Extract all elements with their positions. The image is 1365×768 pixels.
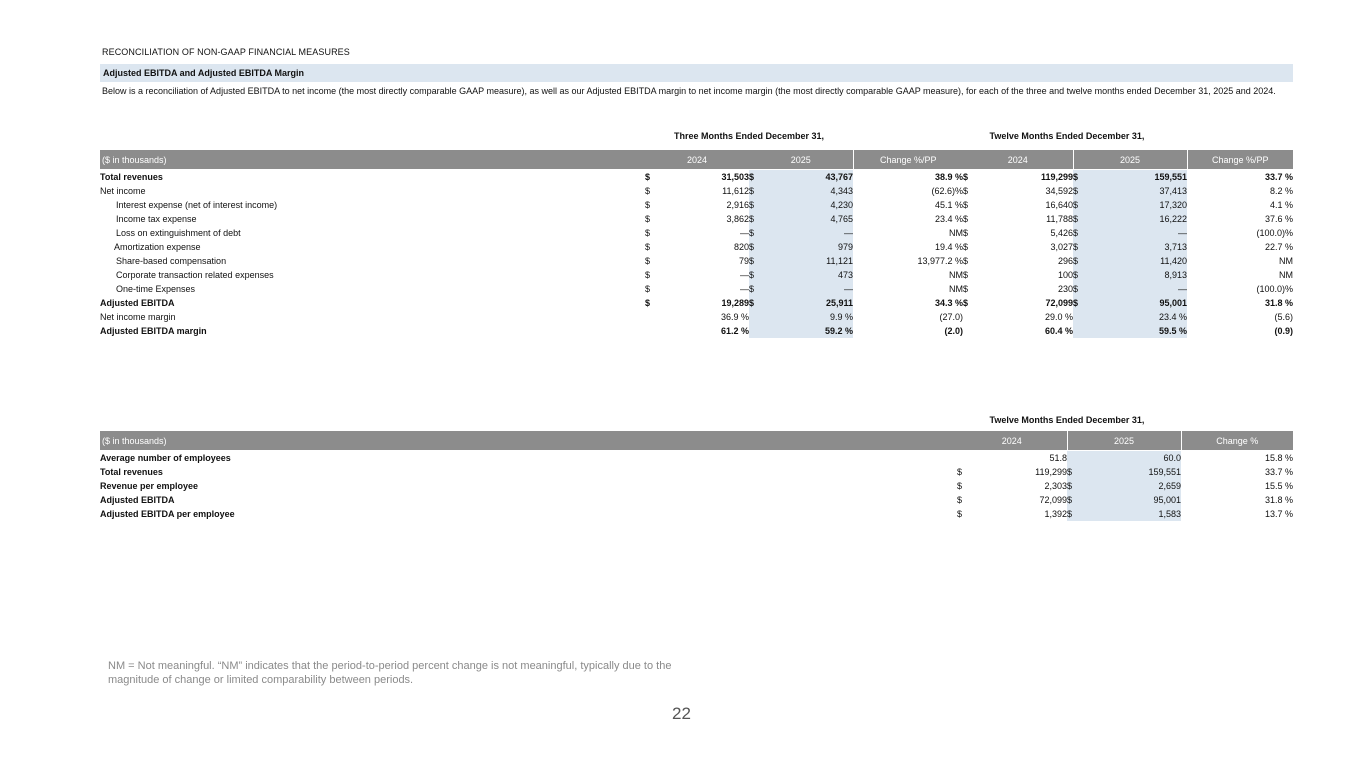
currency-symbol: $ — [749, 198, 775, 212]
value-y2024: 5,426 — [1050, 228, 1073, 238]
currency-symbol: $ — [1073, 268, 1099, 282]
value-y2024: 230 — [1057, 284, 1073, 294]
currency-symbol: $ — [1073, 170, 1099, 185]
currency-symbol: $ — [1073, 184, 1099, 198]
value-y-change: 4.1 % — [1269, 200, 1293, 210]
value-y2025: 11,420 — [1099, 254, 1187, 268]
value-y2024: 72,099 — [1045, 298, 1073, 308]
value-q2024: 79 — [738, 256, 749, 266]
section-title-band — [100, 64, 1293, 82]
value-q-change: 19.4 % — [934, 242, 963, 252]
currency-symbol — [749, 310, 775, 324]
value-y2025: 3,713 — [1099, 240, 1187, 254]
value-y2024: 51.8 — [983, 451, 1067, 466]
table-row — [100, 324, 1293, 338]
table-row — [100, 254, 1293, 268]
currency-symbol: $ — [963, 186, 969, 196]
value-q2025: 25,911 — [775, 296, 853, 310]
value-q2025: — — [775, 282, 853, 296]
row-label: Adjusted EBITDA per employee — [100, 509, 235, 519]
value-q2025: 9.9 % — [775, 310, 853, 324]
column-header-y2025: 2025 — [1067, 431, 1181, 451]
currency-symbol: $ — [1067, 507, 1093, 521]
value-y-change: 31.8 % — [1264, 495, 1293, 505]
column-header-label: ($ in thousands) — [100, 150, 645, 170]
row-label: Total revenues — [100, 170, 645, 185]
employee-metrics-table — [100, 431, 1293, 521]
currency-symbol: $ — [645, 170, 671, 185]
currency-symbol — [1067, 451, 1093, 466]
row-label: Adjusted EBITDA — [100, 298, 175, 308]
table-row — [100, 198, 1293, 212]
row-label: Interest expense (net of interest income) — [116, 200, 278, 210]
value-q-change: 45.1 % — [934, 200, 963, 210]
currency-symbol — [963, 310, 989, 324]
value-q2025: 59.2 % — [775, 324, 853, 338]
column-header-y2024: 2024 — [963, 150, 1073, 170]
currency-symbol: $ — [963, 242, 969, 252]
value-y2024: 29.0 % — [1044, 312, 1073, 322]
value-y-change: 13.7 % — [1264, 509, 1293, 519]
currency-symbol: $ — [957, 481, 963, 491]
period-label-twelve-months: Twelve Months Ended December 31, — [989, 131, 1145, 141]
value-q2024: 31,503 — [671, 170, 749, 185]
value-q2024: 820 — [733, 242, 749, 252]
currency-symbol: $ — [749, 282, 775, 296]
row-label: Net income margin — [100, 312, 176, 322]
currency-symbol: $ — [1073, 226, 1099, 240]
value-y2024: 2,303 — [1044, 481, 1067, 491]
page-heading: RECONCILIATION OF NON-GAAP FINANCIAL MEASURES — [102, 47, 350, 57]
currency-symbol: $ — [1073, 240, 1099, 254]
table-header-row — [100, 150, 1293, 170]
value-q2025: 4,765 — [775, 212, 853, 226]
table-row — [100, 479, 1293, 493]
value-y2024: 119,299 — [989, 170, 1073, 185]
value-q-change: 23.4 % — [934, 214, 963, 224]
table-row — [100, 226, 1293, 240]
currency-symbol — [957, 451, 983, 466]
value-y2025: 95,001 — [1093, 493, 1181, 507]
currency-symbol: $ — [963, 256, 969, 266]
value-y-change: 8.2 % — [1269, 186, 1293, 196]
value-y2024: 34,592 — [1045, 186, 1073, 196]
currency-symbol — [749, 324, 775, 338]
value-y-change: 15.8 % — [1181, 451, 1293, 466]
currency-symbol: $ — [963, 214, 969, 224]
value-q-change: 38.9 % — [853, 170, 963, 185]
period-label-twelve-months-2: Twelve Months Ended December 31, — [989, 415, 1145, 425]
value-q2025: 43,767 — [775, 170, 853, 185]
value-q2025: 979 — [775, 240, 853, 254]
currency-symbol: $ — [1073, 212, 1099, 226]
value-y2024: 72,099 — [1039, 495, 1067, 505]
table-row — [100, 268, 1293, 282]
column-header-y2025: 2025 — [1073, 150, 1187, 170]
currency-symbol: $ — [645, 284, 651, 294]
value-y-change: 33.7 % — [1187, 170, 1293, 185]
value-y2025: 23.4 % — [1099, 310, 1187, 324]
value-q2025: — — [775, 226, 853, 240]
page-number: 22 — [672, 704, 691, 723]
currency-symbol: $ — [1073, 198, 1099, 212]
table-row — [100, 282, 1293, 296]
currency-symbol: $ — [1067, 493, 1093, 507]
value-y2025: 17,320 — [1099, 198, 1187, 212]
value-y2024: 11,788 — [1046, 214, 1073, 224]
value-q2025: 4,230 — [775, 198, 853, 212]
currency-symbol: $ — [749, 184, 775, 198]
currency-symbol: $ — [1073, 296, 1099, 310]
period-label-three-months: Three Months Ended December 31, — [673, 131, 825, 141]
value-q-change: (2.0) — [944, 326, 963, 336]
currency-symbol — [645, 310, 671, 324]
row-label: Total revenues — [100, 467, 163, 477]
intro-paragraph: Below is a reconciliation of Adjusted EBITDA to net income (the most directly comparable GAAP measure), as well as our Adjusted EBITDA margin to net income margin (the most directly comparable GAAP measure), for each of the three and twelve months ended December 31, 2025 and 2024. — [102, 86, 1276, 96]
column-header-label: ($ in thousands) — [100, 431, 957, 451]
row-label: Amortization expense — [114, 242, 201, 252]
value-q2025: 4,343 — [775, 184, 853, 198]
currency-symbol — [1073, 324, 1099, 338]
table-row — [100, 310, 1293, 324]
value-y2025: 2,659 — [1093, 479, 1181, 493]
value-q2024: — — [740, 270, 749, 280]
table-header-row — [100, 431, 1293, 451]
value-y-change: (5.6) — [1274, 312, 1293, 322]
value-q2024: 61.2 % — [720, 326, 749, 336]
value-y2024: 3,027 — [1050, 242, 1073, 252]
row-label: Adjusted EBITDA — [100, 495, 175, 505]
currency-symbol: $ — [963, 284, 969, 294]
currency-symbol: $ — [1073, 254, 1099, 268]
value-y2024: 100 — [1057, 270, 1073, 280]
value-y2024: 296 — [1057, 256, 1073, 266]
currency-symbol: $ — [645, 186, 651, 196]
currency-symbol: $ — [749, 212, 775, 226]
row-label: Adjusted EBITDA margin — [100, 326, 207, 336]
value-y-change: 37.6 % — [1264, 214, 1293, 224]
currency-symbol: $ — [645, 214, 651, 224]
row-label: Revenue per employee — [100, 481, 199, 491]
value-q-change: 34.3 % — [934, 298, 963, 308]
column-header-y-change: Change % — [1181, 431, 1293, 451]
row-label: Income tax expense — [116, 214, 197, 224]
value-y2024: 119,299 — [1035, 467, 1067, 477]
value-y-change: (0.9) — [1274, 326, 1293, 336]
column-header-q2024: 2024 — [645, 150, 749, 170]
value-q2024: — — [740, 284, 749, 294]
column-header-y2024: 2024 — [957, 431, 1067, 451]
value-y2025: — — [1099, 282, 1187, 296]
currency-symbol: $ — [963, 298, 969, 308]
table-row — [100, 465, 1293, 479]
value-y2025: 16,222 — [1099, 212, 1187, 226]
column-header-q-change: Change %/PP — [853, 150, 963, 170]
value-q-change: (62.6)% — [931, 186, 963, 196]
value-q-change: NM — [949, 228, 963, 238]
value-y2025: — — [1099, 226, 1187, 240]
currency-symbol: $ — [749, 268, 775, 282]
value-q2024: 3,862 — [726, 214, 749, 224]
value-y2025: 60.0 — [1093, 451, 1181, 466]
value-q2025: 11,121 — [775, 254, 853, 268]
row-label: One-time Expenses — [116, 284, 196, 294]
currency-symbol: $ — [957, 467, 963, 477]
currency-symbol — [1073, 310, 1099, 324]
currency-symbol: $ — [1067, 479, 1093, 493]
table-row — [100, 507, 1293, 521]
row-label: Average number of employees — [100, 451, 957, 466]
currency-symbol: $ — [645, 256, 651, 266]
value-y2024: 1,392 — [1044, 509, 1067, 519]
value-y-change: (100.0)% — [1256, 284, 1293, 294]
value-q2024: 2,916 — [726, 200, 749, 210]
ebitda-reconciliation-table — [100, 150, 1293, 338]
value-y2024: 60.4 % — [1044, 326, 1073, 336]
currency-symbol: $ — [963, 270, 969, 280]
currency-symbol: $ — [749, 170, 775, 185]
value-y-change: (100.0)% — [1256, 228, 1293, 238]
value-q2024: 36.9 % — [720, 312, 749, 322]
currency-symbol: $ — [963, 170, 989, 185]
value-y2025: 95,001 — [1099, 296, 1187, 310]
currency-symbol: $ — [957, 495, 963, 505]
column-header-q2025: 2025 — [749, 150, 853, 170]
currency-symbol: $ — [645, 228, 651, 238]
currency-symbol: $ — [645, 270, 651, 280]
currency-symbol — [963, 324, 989, 338]
currency-symbol: $ — [1067, 465, 1093, 479]
table-row — [100, 212, 1293, 226]
value-y-change: 31.8 % — [1264, 298, 1293, 308]
currency-symbol: $ — [749, 296, 775, 310]
row-label: Net income — [100, 186, 146, 196]
table-row — [100, 240, 1293, 254]
table-row — [100, 451, 1293, 466]
table-row — [100, 170, 1293, 185]
currency-symbol: $ — [963, 228, 969, 238]
currency-symbol: $ — [749, 254, 775, 268]
section-title: Adjusted EBITDA and Adjusted EBITDA Margin — [103, 68, 305, 78]
value-y2025: 8,913 — [1099, 268, 1187, 282]
column-header-y-change: Change %/PP — [1187, 150, 1293, 170]
value-y-change: 33.7 % — [1264, 467, 1293, 477]
value-q-change: NM — [949, 284, 963, 294]
table-row — [100, 493, 1293, 507]
currency-symbol: $ — [1073, 282, 1099, 296]
value-y2024: 16,640 — [1045, 200, 1073, 210]
table-row — [100, 296, 1293, 310]
currency-symbol: $ — [749, 226, 775, 240]
value-q2024: — — [740, 228, 749, 238]
value-y-change: 22.7 % — [1264, 242, 1293, 252]
currency-symbol: $ — [645, 200, 651, 210]
footnote: NM = Not meaningful. “NM” indicates that the period-to-period percent change is not meaningful, typically due to the magnitude of change or limited comparability between periods. — [108, 660, 672, 686]
table-row — [100, 184, 1293, 198]
value-y2025: 59.5 % — [1099, 324, 1187, 338]
value-y2025: 1,583 — [1093, 507, 1181, 521]
value-q-change: (27.0) — [939, 312, 963, 322]
value-y-change: NM — [1279, 270, 1293, 280]
value-y2025: 37,413 — [1099, 184, 1187, 198]
currency-symbol — [645, 324, 671, 338]
value-y-change: 15.5 % — [1264, 481, 1293, 491]
value-q-change: 13,977.2 % — [917, 256, 963, 266]
value-q2024: 19,289 — [721, 298, 749, 308]
value-y2025: 159,551 — [1099, 170, 1187, 185]
currency-symbol: $ — [957, 509, 963, 519]
currency-symbol: $ — [645, 242, 651, 252]
row-label: Corporate transaction related expenses — [116, 270, 274, 280]
value-q2025: 473 — [775, 268, 853, 282]
currency-symbol: $ — [645, 298, 651, 308]
currency-symbol: $ — [963, 200, 969, 210]
value-y-change: NM — [1279, 256, 1293, 266]
value-q2024: 11,612 — [722, 186, 749, 196]
value-q-change: NM — [949, 270, 963, 280]
value-y2025: 159,551 — [1093, 465, 1181, 479]
row-label: Share-based compensation — [116, 256, 227, 266]
currency-symbol: $ — [749, 240, 775, 254]
row-label: Loss on extinguishment of debt — [116, 228, 241, 238]
